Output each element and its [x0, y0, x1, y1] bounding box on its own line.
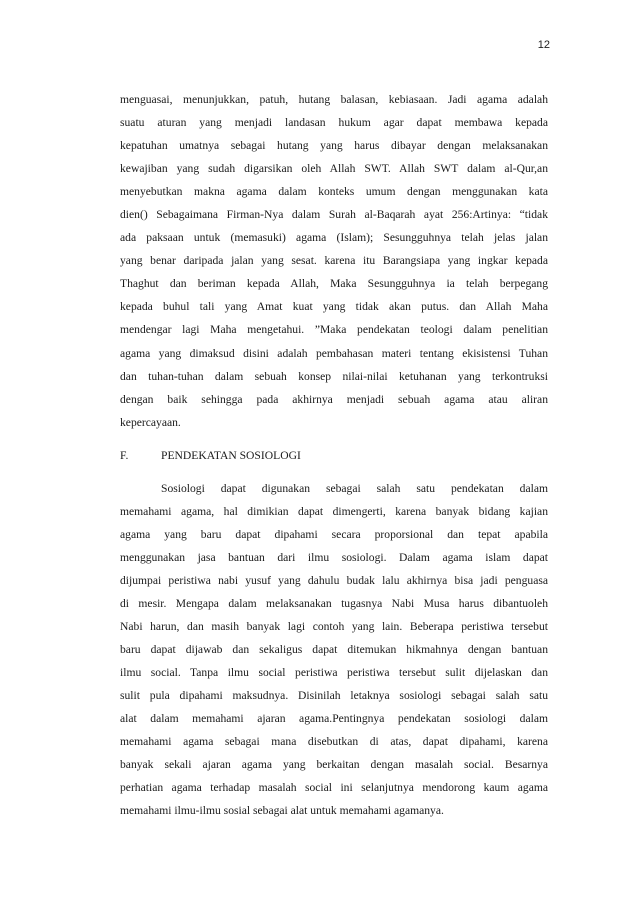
- text-line: dijumpai peristiwa nabi yusuf yang dahulu budak lalu akhirnya bisa jadi penguasa: [120, 573, 548, 587]
- text-line: agama yang dimaksud disini adalah pembahasan materi tentang ekisistensi Tuhan: [120, 346, 548, 360]
- text-line: dengan baik sehingga pada akhirnya menjadi sebuah agama atau aliran: [120, 392, 548, 406]
- section-title: PENDEKATAN SOSIOLOGI: [161, 448, 301, 462]
- text-line: kepatuhan umatnya sebagai hutang yang harus dibayar dengan melaksanakan: [120, 139, 548, 153]
- text-line: kepada buhul tali yang Amat kuat yang tidak akan putus. dan Allah Maha: [120, 300, 548, 314]
- text-line: suatu aturan yang menjadi landasan hukum agar dapat membawa kepada: [120, 116, 548, 130]
- section-number: F.: [120, 448, 129, 462]
- document-body: [120, 88, 548, 822]
- text-line: menguasai, menunjukkan, patuh, hutang balasan, kebiasaan. Jadi agama adalah: [120, 93, 548, 106]
- text-line: memahami agama, hal dimikian dapat dimengerti, karena banyak bidang kajian: [120, 504, 548, 518]
- text-line: kewajiban yang sudah digarsikan oleh Allah SWT. Allah SWT dalam al-Qur,an: [120, 162, 548, 176]
- paragraph-teologi: [120, 88, 548, 434]
- text-line: dan tuhan-tuhan dalam sebuah konsep nilai-nilai ketuhanan yang terkontruksi: [120, 369, 548, 383]
- section-heading: [120, 444, 548, 467]
- text-line: Thaghut dan beriman kepada Allah, Maka Sesungguhnya ia telah berpegang: [120, 277, 548, 291]
- text-line: ada paksaan untuk (memasuki) agama (Islam); Sesungguhnya telah jelas jalan: [120, 231, 548, 245]
- text-line: ilmu social. Tanpa ilmu social peristiwa peristiwa tersebut sulit dijelaskan dan: [120, 666, 548, 680]
- text-line: memahami ilmu-ilmu sosial sebagai alat untuk memahami agamanya.: [120, 804, 444, 818]
- text-line: di mesir. Mengapa dalam melaksanakan tugasnya Nabi Musa harus dibantuoleh: [120, 596, 548, 610]
- text-line: yang benar daripada jalan yang sesat. karena itu Barangsiapa yang ingkar kepada: [120, 254, 548, 268]
- text-line: menyebutkan makna agama dalam konteks umum dengan menggunakan kata: [120, 185, 548, 199]
- text-line: menggunakan jasa bantuan dari ilmu sosiologi. Dalam agama islam dapat: [120, 550, 548, 564]
- text-line: alat dalam memahami ajaran agama.Pentingnya pendekatan sosiologi dalam: [120, 712, 548, 726]
- text-line: Sosiologi dapat digunakan sebagai salah satu pendekatan dalam: [161, 481, 548, 495]
- text-line: dien() Sebagaimana Firman-Nya dalam Surah al-Baqarah ayat 256:Artinya: “tidak: [120, 208, 548, 222]
- text-line: agama yang baru dapat dipahami secara proporsional dan tepat apabila: [120, 527, 548, 541]
- text-line: perhatian agama terhadap masalah social ini selanjutnya mendorong kaum agama: [120, 781, 548, 795]
- text-line: sulit pula dipahami maksudnya. Disinilah letaknya sosiologi sebagai salah satu: [120, 689, 548, 703]
- paragraph-sosiologi: [120, 477, 548, 823]
- text-line: kepercayaan.: [120, 415, 181, 429]
- text-line: baru dapat dijawab dan sekaligus dapat ditemukan hikmahnya dengan bantuan: [120, 643, 548, 657]
- text-line: memahami agama sebagai mana disebutkan di atas, dapat dipahami, karena: [120, 735, 548, 749]
- page-number: 12: [537, 39, 550, 51]
- text-line: banyak sekali ajaran agama yang berkaitan dengan masalah social. Besarnya: [120, 758, 548, 772]
- text-line: Nabi harun, dan masih banyak lagi contoh yang lain. Beberapa peristiwa tersebut: [120, 619, 548, 633]
- text-line: mendengar lagi Maha mengetahui. ”Maka pendekatan teologi dalam penelitian: [120, 323, 548, 337]
